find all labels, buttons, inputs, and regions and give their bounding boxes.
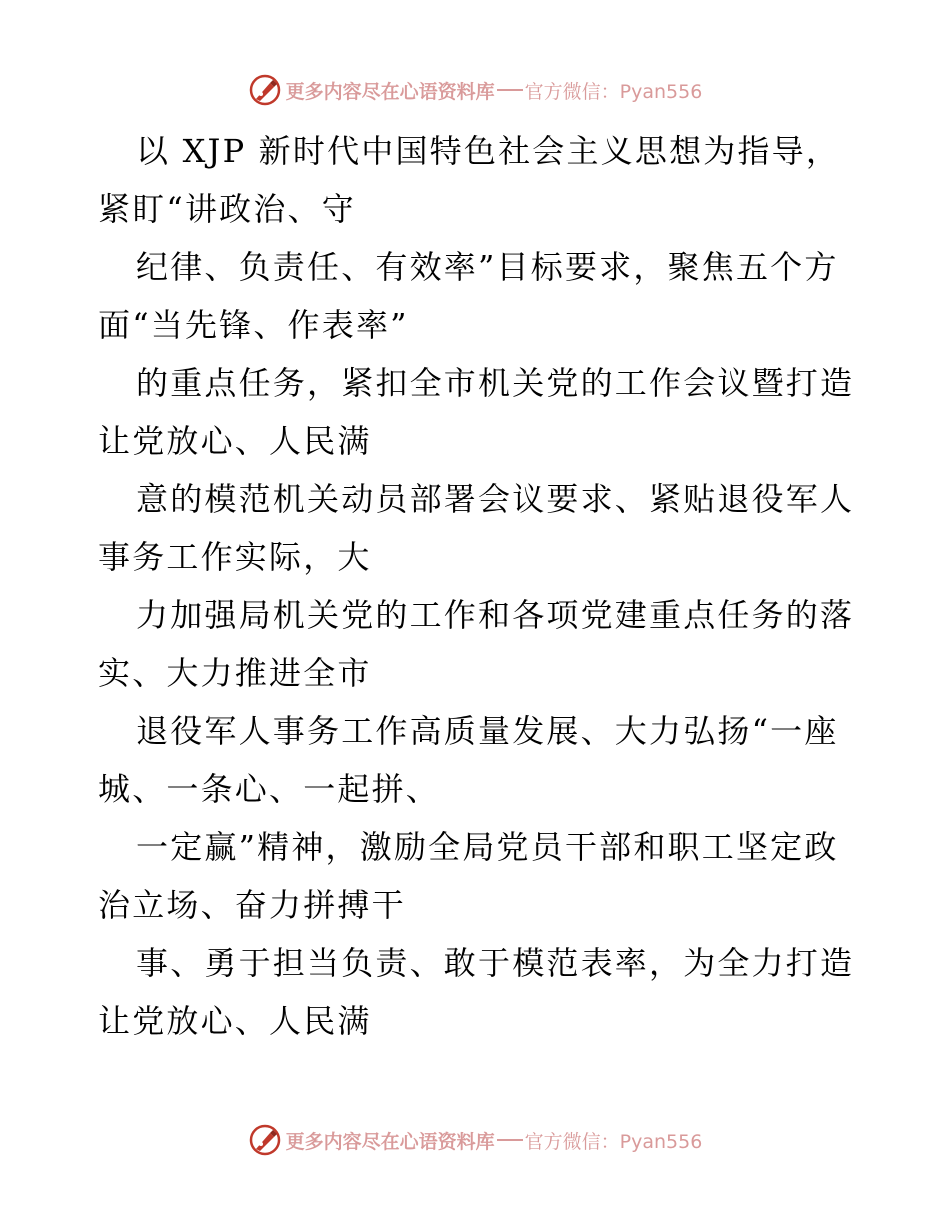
text-line: 意的模范机关动员部署会议要求、紧贴退役军人 [136,480,855,518]
header-banner [0,70,950,110]
text-line: 让党放心、人民满 [98,422,372,460]
banner-wechat: 官方微信：Pyan556 [524,1130,703,1153]
text-line: 面“当先锋、作表率” [98,306,409,344]
text-line: 事、勇于担当负责、敢于模范表率，为全力打造 [136,944,855,982]
text-line: 纪律、负责任、有效率”目标要求，聚焦五个方 [136,248,839,286]
text-line: 紧盯“讲政治、守 [98,190,356,228]
text-line: 城、一条心、一起拼、 [98,770,441,808]
text-line: 一定赢”精神，激励全局党员干部和职工坚定政 [136,828,839,866]
text-line: 事务工作实际，大 [98,538,372,576]
text-line: 让党放心、人民满 [98,1002,372,1040]
footer-banner [0,1120,950,1160]
pen-logo-icon [248,1123,282,1157]
pen-logo-icon [248,73,282,107]
text-line: 以 XJP 新时代中国特色社会主义思想为指导， [136,132,841,170]
banner-dash [497,1139,523,1141]
banner-wechat: 官方微信：Pyan556 [524,80,703,103]
document-body [98,122,858,1050]
text-line: 力加强局机关党的工作和各项党建重点任务的落 [136,596,855,634]
banner-title: 更多内容尽在心语资料库 [285,80,495,103]
banner-title: 更多内容尽在心语资料库 [285,1130,495,1153]
text-line: 实、大力推进全市 [98,654,372,692]
banner-dash [497,89,523,91]
text-line: 的重点任务，紧扣全市机关党的工作会议暨打造 [136,364,855,402]
text-line: 退役军人事务工作高质量发展、大力弘扬“一座 [136,712,839,750]
text-line: 治立场、奋力拼搏干 [98,886,406,924]
